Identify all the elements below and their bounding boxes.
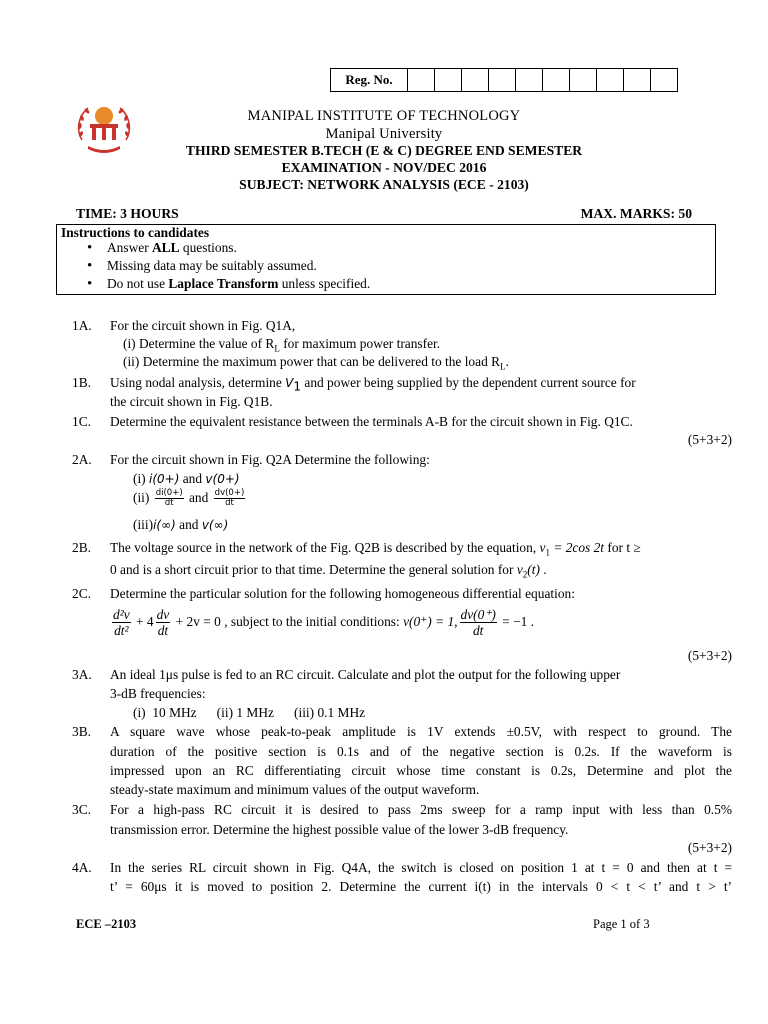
question-text: For the circuit shown in Fig. Q2A Determine the following: [110, 452, 430, 467]
question-text: (i) i(0+) and v(0+) [133, 471, 240, 486]
max-marks-label: MAX. MARKS: 50 [580, 206, 692, 221]
question-text: 3-dB frequencies: [110, 686, 206, 701]
reg-no-label: Reg. No. [331, 69, 408, 91]
instructions-box [56, 224, 716, 295]
reg-no-cell [651, 69, 677, 91]
footer-page-number: Page 1 of 3 [593, 917, 650, 931]
reg-no-cell [543, 69, 570, 91]
question-text: (ii) $\frac{di(0+)}{dt}$ and $\frac{dv(0+)}{dt}$ [133, 488, 245, 509]
question-text: Determine the equivalent resistance between the terminals A-B for the circuit shown in Fig. Q1C. [110, 414, 633, 429]
institute-name: MANIPAL INSTITUTE OF TECHNOLOGY [247, 108, 521, 124]
marks-distribution: (5+3+2) [687, 840, 732, 855]
question-text: Determine the particular solution for the following homogeneous differential equation: [110, 586, 575, 601]
question-text: The voltage source in the network of the Fig. Q2B is described by the equation, $v_1 = 2\cos$ 2t for t ≥ [110, 540, 641, 558]
time-label: TIME: 3 HOURS [76, 206, 179, 221]
question-text: Using nodal analysis, determine $V_1$ and power being supplied by the dependent current source for [110, 375, 636, 394]
question-number: 1A. [72, 318, 92, 333]
reg-no-cell [435, 69, 462, 91]
question-text: (iii)i(∞) and v(∞) [133, 517, 229, 532]
question-text: 0 and is a short circuit prior to that time. Determine the general solution for $v_2(t)$ . [110, 562, 547, 580]
question-number: 2B. [72, 540, 91, 555]
question-text: impressed upon an RC differentiating circuit whose time constant is 0.2s, Determine and plot the [110, 763, 732, 778]
question-number: 2A. [72, 452, 92, 467]
question-number: 3B. [72, 724, 91, 739]
question-text: duration of the positive section is 0.1s and of the negative section is 0.2s. If the waveform is [110, 744, 732, 759]
reg-no-cell [597, 69, 624, 91]
question-text: steady-state maximum and minimum values of the output waveform. [110, 782, 480, 797]
reg-no-cell [516, 69, 543, 91]
question-number: 2C. [72, 586, 91, 601]
marks-distribution: (5+3+2) [687, 432, 732, 447]
question-text: For a high-pass RC circuit it is desired to pass 2ms sweep for a ramp input with less than 0.5% [110, 802, 732, 817]
instruction-item: • Answer ALL questions. [87, 239, 370, 257]
subject-line: SUBJECT: NETWORK ANALYSIS (ECE - 2103) [239, 177, 529, 192]
semester-line: THIRD SEMESTER B.TECH (E & C) DEGREE END SEMESTER [185, 143, 583, 158]
question-number: 3C. [72, 802, 91, 817]
question-number: 3A. [72, 667, 92, 682]
reg-no-cell [408, 69, 435, 91]
reg-no-box [330, 68, 678, 92]
exam-line: EXAMINATION - NOV/DEC 2016 [281, 160, 487, 175]
instructions-title: Instructions to candidates [61, 225, 210, 240]
reg-no-cell [570, 69, 597, 91]
university-name: Manipal University [325, 126, 443, 142]
instruction-item: • Do not use Laplace Transform unless specified. [87, 275, 370, 293]
question-text: In the series RL circuit shown in Fig. Q4A, the switch is closed on position 1 at t = 0 and then at t = [110, 860, 732, 875]
reg-no-cell [624, 69, 651, 91]
question-text: (i) 10 MHz (ii) 1 MHz (iii) 0.1 MHz [133, 705, 366, 720]
question-number: 4A. [72, 860, 92, 875]
question-text: An ideal 1μs pulse is fed to an RC circuit. Calculate and plot the output for the following upper [110, 667, 621, 682]
instructions-list [87, 239, 370, 293]
question-text: (i) Determine the value of $R_L$ for maximum power transfer. [123, 336, 441, 354]
question-text: (ii) Determine the maximum power that can be delivered to the load $R_L$. [123, 354, 509, 372]
differential-equation: $\frac{\text{d²v}}{\text{dt²}}$ + 4 $\frac{dv}{dt}$ + 2v = 0 , subject to the initial conditions: v(0⁺) = 1, $\frac{dv(0^+)}{dt}$ = −1 . [113, 607, 535, 639]
question-number: 1C. [72, 414, 91, 429]
reg-no-cell [462, 69, 489, 91]
question-text: t’ = 60μs it is moved to position 2. Determine the current i(t) in the intervals 0 < t < t’ and t > t’ [110, 879, 732, 894]
marks-distribution: (5+3+2) [687, 648, 732, 663]
question-text: For the circuit shown in Fig. Q1A, [110, 318, 296, 333]
reg-no-cell [489, 69, 516, 91]
question-text: transmission error. Determine the highest possible value of the lower 3-dB frequency. [110, 822, 569, 837]
instruction-item: • Missing data may be suitably assumed. [87, 257, 370, 275]
question-text: the circuit shown in Fig. Q1B. [110, 394, 273, 409]
question-text: A square wave whose peak-to-peak amplitude is 1V extends ±0.5V, with respect to ground. The [110, 724, 732, 739]
footer-course-code: ECE –2103 [76, 917, 137, 931]
question-number: 1B. [72, 375, 91, 390]
